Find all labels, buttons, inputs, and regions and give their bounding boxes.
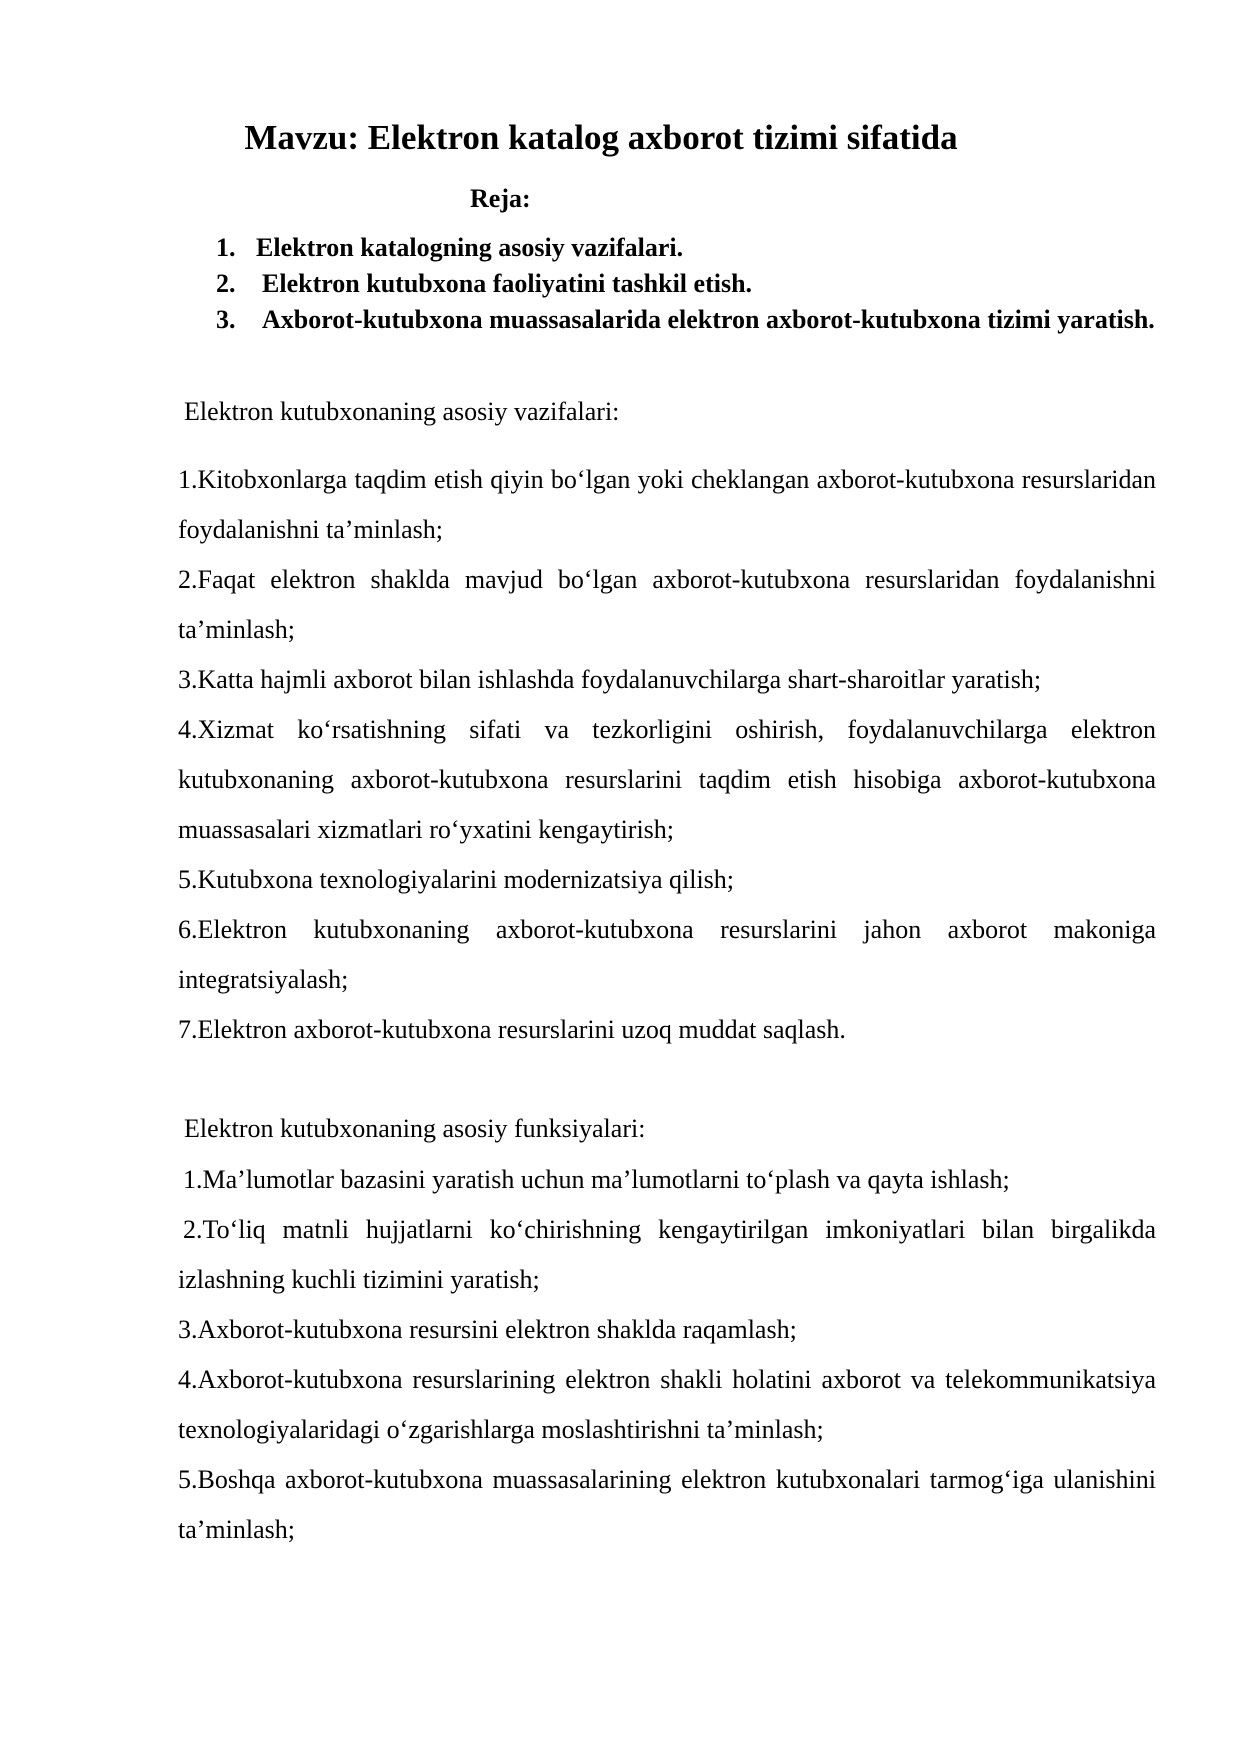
section-heading-functions: Elektron kutubxonaning asosiy funksiyalari: [184, 1114, 646, 1143]
plan-item-text: Elektron katalogning asosiy vazifalari. [256, 233, 684, 262]
plan-item-number: 1. [216, 233, 236, 262]
list-item: 5.Kutubxona texnologiyalarini modernizatsiya qilish; [178, 865, 735, 894]
plan-item-text: Elektron kutubxona faoliyatini tashkil etish. [262, 269, 753, 298]
plan-heading: Reja: [470, 184, 531, 213]
list-item: 6.Elektron kutubxonaning axborot-kutubxona resurslarini jahon axborot makoniga integratsiyalash; [178, 915, 1156, 994]
list-item: 3.Katta hajmli axborot bilan ishlashda foydalanuvchilarga shart-sharoitlar yaratish; [178, 665, 1042, 694]
list-item: 4.Axborot-kutubxona resurslarining elektron shakli holatini axborot va telekommunikatsiya texnologiyalaridagi o‘zgarishlarga moslashtirishni ta’minlash; [178, 1365, 1156, 1444]
list-item: 3.Axborot-kutubxona resursini elektron shaklda raqamlash; [178, 1315, 797, 1344]
plan-item-number: 2. [216, 269, 236, 298]
plan-item-text: Axborot-kutubxona muassasalarida elektron axborot-kutubxona tizimi yaratish. [262, 305, 1155, 334]
list-item: 1.Ma’lumotlar bazasini yaratish uchun ma’lumotlarni to‘plash va qayta ishlash; [183, 1165, 1010, 1194]
list-item: 1.Kitobxonlarga taqdim etish qiyin bo‘lgan yoki cheklangan axborot-kutubxona resurslaridan foydalanishni ta’minlash; [178, 465, 1156, 544]
list-item: 7.Elektron axborot-kutubxona resurslarini uzoq muddat saqlash. [178, 1015, 846, 1044]
document-title: Mavzu: Elektron katalog axborot tizimi sifatida [244, 118, 958, 157]
list-item: 2.To‘liq matnli hujjatlarni ko‘chirishning kengaytirilgan imkoniyatlari bilan birgalikda izlashning kuchli tizimini yaratish; [178, 1215, 1156, 1294]
list-item: 5.Boshqa axborot-kutubxona muassasalarining elektron kutubxonalari tarmog‘iga ulanishini ta’minlash; [178, 1465, 1156, 1544]
plan-item [216, 230, 1156, 266]
plan-item [216, 266, 1156, 302]
list-item: 4.Xizmat ko‘rsatishning sifati va tezkorligini oshirish, foydalanuvchilarga elektron kutubxonaning axborot-kutubxona resurslarini taqdim etish hisobiga axborot-kutubxona muassasalari xizmatlari ro‘yxatini kengaytirish; [178, 715, 1156, 844]
plan-item-number: 3. [216, 305, 236, 334]
section-tasks-list [178, 455, 1156, 1055]
section-functions-list [178, 1155, 1156, 1555]
list-item: 2.Faqat elektron shaklda mavjud bo‘lgan axborot-kutubxona resurslaridan foydalanishni ta’minlash; [178, 565, 1156, 644]
section-heading-tasks: Elektron kutubxonaning asosiy vazifalari: [184, 397, 620, 426]
plan-list [216, 230, 1156, 338]
plan-item [216, 302, 1156, 338]
